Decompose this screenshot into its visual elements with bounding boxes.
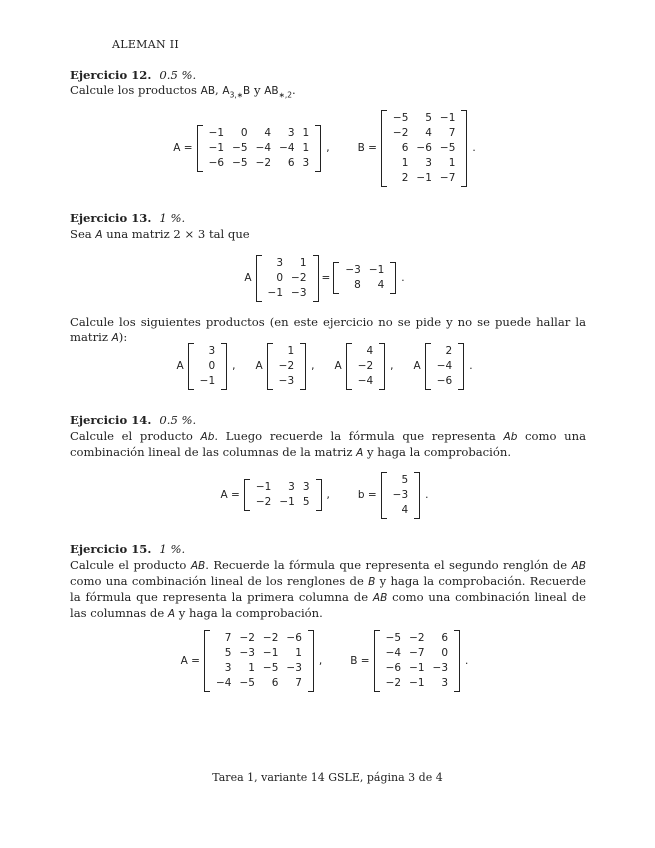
matrix-entry: 1 [248, 662, 255, 674]
matrix-entry: 3 [302, 481, 310, 493]
exercise-15-statement [70, 558, 586, 622]
matrix-row [389, 473, 412, 488]
matrix-entry: −5 [239, 677, 255, 689]
matrix-entry: −2 [392, 126, 409, 139]
matrix-row [389, 126, 459, 141]
matrix-entry: −2 [255, 156, 272, 169]
matrix-entry: 4 [264, 126, 272, 139]
matrix-entry: 0 [276, 271, 284, 284]
matrix-row [389, 156, 459, 171]
matrix-entry: −1 [279, 496, 295, 508]
matrix-entry: −1 [416, 171, 432, 184]
matrix-entry: −4 [279, 141, 295, 154]
matrix-entry: −1 [439, 111, 456, 124]
matrix-row [212, 661, 306, 676]
matrix-entry: 1 [302, 141, 310, 154]
matrix-entry: 6 [401, 141, 409, 154]
matrix-entry: −2 [262, 632, 279, 644]
comma: , [318, 655, 323, 667]
period: . [465, 655, 469, 667]
matrix-r [333, 262, 396, 294]
matrix-a-label: A = [220, 489, 240, 501]
matrix-row [196, 344, 219, 359]
matrix-row [264, 271, 311, 286]
comma: , [390, 360, 394, 372]
symbol-ab: AB [571, 560, 586, 572]
matrix-b-table [382, 631, 452, 691]
comma: , [326, 142, 330, 154]
period: . [472, 142, 476, 154]
matrix-entry: −7 [439, 171, 456, 184]
matrix-entry: −5 [385, 632, 402, 644]
matrix-row [354, 374, 377, 389]
matrix-entry: −1 [255, 481, 272, 493]
matrix-row [264, 256, 311, 271]
matrix-row [196, 359, 219, 374]
matrix-entry: −4 [357, 374, 374, 387]
matrix-entry: −3 [239, 647, 255, 659]
matrix-row [382, 676, 452, 691]
matrix-entry: −1 [267, 286, 284, 299]
exercise-14-equation [0, 470, 655, 520]
matrix-entry: −2 [278, 359, 295, 372]
matrix-entry: −6 [416, 141, 432, 154]
matrix-row [212, 646, 306, 661]
matrix-row [205, 156, 314, 171]
equals: = [321, 272, 331, 284]
matrix-entry: 5 [224, 647, 232, 659]
matrix-entry: 6 [441, 632, 449, 644]
exercise-15-title: Ejercicio 15. [70, 542, 152, 556]
matrix-b [374, 630, 460, 692]
exercise-13-weight: 1 %. [159, 211, 186, 225]
page-footer: Tarea 1, variante 14 GSLE, página 3 de 4 [212, 771, 443, 784]
exercise-13-heading [70, 211, 586, 226]
subscript: 3,∗ [229, 90, 244, 100]
exercise-12-heading [70, 68, 586, 83]
matrix-entry: 3 [276, 256, 284, 269]
matrix-entry: −1 [199, 374, 216, 387]
vector-1-table [196, 344, 219, 389]
matrix-entry: −6 [286, 632, 302, 644]
symbol-a: A [95, 229, 103, 241]
text: y haga la comprobación. Recuerde la fórmula que representa la primera columna de [70, 574, 586, 604]
matrix-row [275, 359, 298, 374]
matrix-entry: −3 [432, 662, 449, 674]
comma: , [311, 360, 315, 372]
matrix-entry: −3 [286, 662, 302, 674]
vector-2 [267, 343, 306, 390]
matrix-row [389, 171, 459, 186]
text: . Luego recuerde la fórmula que representa [214, 429, 504, 443]
symbol-ab: AB [190, 560, 206, 572]
matrix-row [433, 344, 456, 359]
matrix-entry: 1 [448, 156, 456, 169]
matrix-row [389, 141, 459, 156]
exercise-14-heading [70, 413, 586, 428]
comma: , [326, 489, 330, 501]
matrix-entry: −1 [409, 677, 425, 689]
vector-b-label: b = [357, 489, 377, 501]
matrix-row [264, 286, 311, 301]
matrix-a [204, 630, 314, 692]
matrix-a-table [205, 126, 314, 171]
matrix-entry: 3 [287, 126, 295, 139]
text: Calcule los siguientes productos (en este ejercicio no se pide y no se puede hallar la matriz [70, 315, 586, 344]
matrix-row [341, 263, 388, 278]
matrix-entry: −5 [262, 662, 279, 674]
exercise-13-title: Ejercicio 13. [70, 211, 152, 225]
matrix-entry: 7 [295, 677, 302, 689]
matrix-entry: 6 [271, 677, 279, 689]
matrix-row [252, 495, 314, 510]
exercise-15-heading [70, 542, 586, 557]
matrix-b-label: B = [357, 142, 377, 154]
matrix-m [256, 255, 319, 302]
matrix-row [389, 503, 412, 518]
text: . [292, 83, 296, 97]
matrix-m-table [264, 256, 311, 301]
matrix-a-label: A [255, 360, 263, 372]
matrix-entry: 1 [287, 344, 295, 357]
page-header: ALEMAN II [112, 38, 179, 51]
matrix-row [433, 359, 456, 374]
matrix-a-label: A [176, 360, 184, 372]
comma: , [232, 360, 236, 372]
vector-3-table [354, 344, 377, 389]
matrix-entry: −1 [262, 647, 279, 659]
text: como una combinación lineal de los renglones de [70, 574, 369, 588]
matrix-b-table [389, 111, 459, 186]
matrix-entry: −3 [291, 286, 307, 299]
symbol-a: A [111, 332, 119, 344]
period: . [469, 360, 473, 372]
vector-1 [188, 343, 227, 390]
matrix-entry: −6 [385, 662, 402, 674]
matrix-entry: 3 [302, 156, 310, 169]
vector-b [381, 472, 420, 519]
matrix-entry: −2 [385, 677, 402, 689]
matrix-r-table [341, 263, 388, 293]
exercise-14-statement [70, 429, 586, 461]
subscript: ∗,2 [278, 90, 293, 100]
symbol-ab: Ab [503, 431, 518, 443]
symbol-a: A [356, 447, 364, 459]
matrix-entry: 6 [287, 156, 295, 169]
matrix-entry: 0 [240, 126, 248, 139]
matrix-row [354, 359, 377, 374]
matrix-entry: 2 [401, 171, 409, 184]
matrix-entry: −4 [436, 359, 453, 372]
exercise-15-equation [0, 627, 655, 695]
matrix-entry: −2 [291, 271, 307, 284]
matrix-entry: −5 [392, 111, 409, 124]
text: y [250, 83, 265, 97]
exercise-12-title: Ejercicio 12. [70, 68, 152, 82]
text: . Recuerde la fórmula que representa el segundo renglón de [205, 558, 572, 572]
matrix-row [341, 278, 388, 293]
matrix-a [197, 125, 322, 172]
product-b: B [243, 85, 251, 97]
matrix-entry: −5 [439, 141, 456, 154]
matrix-entry: −2 [357, 359, 374, 372]
text: como una combinación lineal de las columnas de [70, 590, 586, 620]
matrix-entry: 4 [377, 279, 385, 291]
matrix-entry: 0 [441, 647, 449, 659]
matrix-entry: 3 [288, 481, 295, 493]
exercise-12-statement [70, 83, 586, 102]
vector-4-table [433, 344, 456, 389]
matrix-row [252, 480, 314, 495]
exercise-13-products [0, 340, 655, 392]
matrix-b [381, 110, 467, 187]
matrix-entry: −6 [208, 156, 225, 169]
product-ab: AB [200, 85, 216, 97]
matrix-entry: −7 [409, 647, 425, 659]
matrix-entry: 5 [425, 111, 432, 124]
matrix-entry: −2 [239, 632, 255, 644]
matrix-a-label: A [413, 360, 421, 372]
matrix-row [275, 344, 298, 359]
matrix-entry: −2 [409, 632, 425, 644]
symbol-b: B [368, 576, 376, 588]
matrix-entry: −1 [368, 264, 385, 276]
matrix-entry: −1 [208, 141, 225, 154]
matrix-row [382, 661, 452, 676]
matrix-a-label: A = [180, 655, 200, 667]
matrix-a-label: A = [173, 142, 193, 154]
matrix-row [382, 631, 452, 646]
matrix-row [205, 126, 314, 141]
matrix-entry: 1 [302, 126, 310, 139]
exercise-12-weight: 0.5 %. [159, 68, 197, 82]
matrix-row [389, 488, 412, 503]
text: , [215, 83, 223, 97]
matrix-row [212, 631, 306, 646]
matrix-entry: 1 [401, 156, 409, 169]
matrix-a-table [212, 631, 306, 691]
matrix-entry: 3 [208, 344, 216, 357]
exercise-14-weight: 0.5 %. [159, 413, 197, 427]
product-ab-col: AB [264, 85, 279, 97]
matrix-entry: −1 [409, 662, 425, 674]
exercise-13-equation [0, 252, 655, 304]
period: . [425, 489, 429, 501]
matrix-entry: 0 [208, 359, 216, 372]
vector-4 [425, 343, 464, 390]
matrix-row [212, 676, 306, 691]
matrix-entry: 4 [425, 126, 432, 139]
matrix-entry: −3 [345, 264, 361, 276]
symbol-a: A [167, 608, 176, 620]
matrix-entry: −5 [232, 156, 248, 169]
matrix-entry: 1 [299, 256, 307, 269]
text: y haga la comprobación. [175, 606, 323, 620]
matrix-row [389, 111, 459, 126]
text: Calcule el producto [70, 558, 191, 572]
matrix-entry: 3 [425, 156, 432, 169]
matrix-entry: −6 [436, 374, 453, 387]
text: como una combinación lineal de las columnas de la matriz [70, 429, 586, 459]
symbol-ab: AB [372, 592, 388, 604]
text: una matriz 2 × 3 tal que [102, 227, 250, 241]
matrix-row [382, 646, 452, 661]
matrix-entry: −3 [392, 488, 409, 501]
matrix-b-label: B = [350, 655, 370, 667]
matrix-row [354, 344, 377, 359]
matrix-entry: 5 [401, 473, 409, 486]
matrix-entry: 7 [224, 632, 232, 644]
vector-3 [346, 343, 385, 390]
matrix-row [433, 374, 456, 389]
matrix-row [275, 374, 298, 389]
matrix-entry: −4 [215, 677, 232, 689]
text: y haga la comprobación. [363, 445, 512, 459]
matrix-entry: 8 [354, 279, 361, 291]
matrix-entry: 4 [366, 344, 374, 357]
matrix-entry: 3 [224, 662, 232, 674]
matrix-entry: −5 [232, 141, 248, 154]
period: . [401, 272, 405, 284]
matrix-entry: −4 [385, 647, 402, 659]
vector-2-table [275, 344, 298, 389]
text: ): [118, 330, 128, 344]
symbol-ab: Ab [200, 431, 215, 443]
vector-b-table [389, 473, 412, 518]
matrix-entry: −1 [208, 126, 225, 139]
matrix-entry: −2 [255, 496, 272, 508]
exercise-13-statement [70, 227, 586, 243]
matrix-a-label: A [244, 272, 252, 284]
matrix-entry: 2 [445, 344, 453, 357]
text: Calcule los productos [70, 83, 201, 97]
text: Calcule el producto [70, 429, 201, 443]
matrix-a-table [252, 480, 314, 510]
exercise-12-equation [0, 108, 655, 188]
text: Sea [70, 227, 96, 241]
matrix-entry: 1 [295, 647, 302, 659]
product-a-row: A [222, 85, 230, 97]
matrix-entry: 3 [441, 677, 449, 689]
matrix-entry: 4 [401, 503, 409, 516]
matrix-row [205, 141, 314, 156]
matrix-entry: 5 [302, 496, 310, 508]
matrix-entry: −3 [278, 374, 295, 387]
matrix-entry: 7 [448, 126, 456, 139]
matrix-entry: −4 [255, 141, 272, 154]
exercise-14-title: Ejercicio 14. [70, 413, 152, 427]
matrix-a-label: A [334, 360, 342, 372]
exercise-15-weight: 1 %. [159, 542, 186, 556]
matrix-a [244, 479, 322, 511]
matrix-row [196, 374, 219, 389]
